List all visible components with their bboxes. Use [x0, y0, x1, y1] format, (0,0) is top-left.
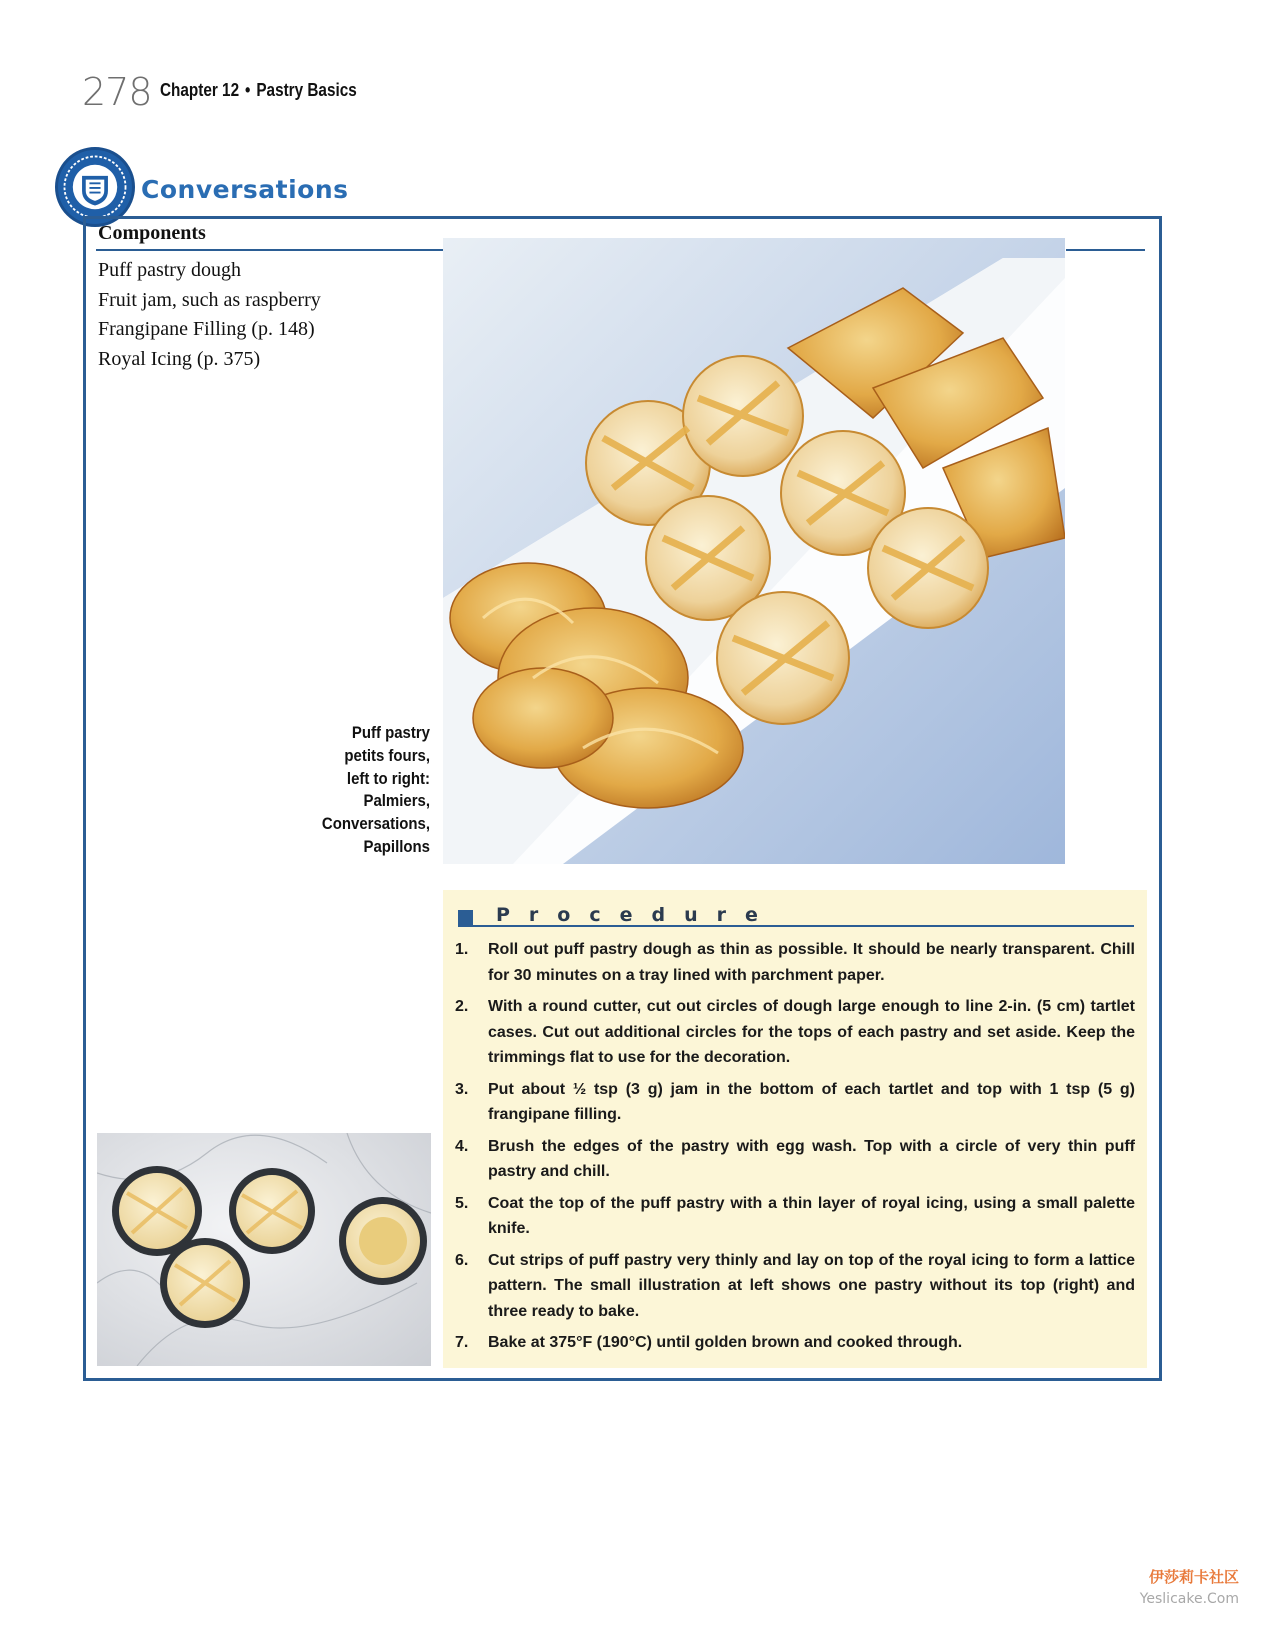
step-text: Cut strips of puff pastry very thinly and lay on top of the royal icing to form a lattice pattern. The small illustration at left shows one pastry without its top (right) and three ready to bake. — [488, 1251, 1135, 1320]
site-watermark — [1140, 1566, 1239, 1607]
chapter-label: Chapter 12 — [160, 80, 240, 100]
section-label: Pastry Basics — [256, 80, 357, 100]
procedure-title: Procedure — [496, 904, 777, 926]
watermark-chinese: 伊莎莉卡社区 — [1148, 1568, 1239, 1586]
step-number: 7. — [455, 1334, 469, 1351]
header-separator: • — [245, 80, 251, 100]
petits-fours-photo — [443, 238, 1065, 864]
procedure-steps — [455, 937, 1135, 1362]
procedure-step — [455, 1330, 1135, 1356]
tartlet-illustration-photo — [97, 1133, 431, 1366]
photo-caption — [290, 722, 430, 859]
step-number: 4. — [455, 1137, 469, 1155]
caption-line: left to right: — [346, 768, 430, 788]
step-text: With a round cutter, cut out circles of dough large enough to line 2-in. (5 cm) tartlet cases. Cut out additional circles for the tops of each pastry and set aside. Keep the trimmings flat to use for the decoration. — [488, 998, 1135, 1066]
page-number: 278 — [82, 70, 152, 114]
procedure-step — [455, 937, 1135, 988]
step-number: 2. — [455, 998, 469, 1015]
step-text: Coat the top of the puff pastry with a thin layer of royal icing, using a small palette knife. — [488, 1194, 1135, 1237]
component-item: Fruit jam, such as raspberry — [98, 288, 321, 311]
caption-line: petits fours, — [344, 745, 430, 765]
school-seal-icon — [55, 147, 135, 227]
step-number: 6. — [455, 1251, 469, 1269]
procedure-step — [455, 1134, 1135, 1185]
step-number: 3. — [455, 1080, 469, 1098]
watermark-site: Yeslicake.Com — [1139, 1591, 1239, 1607]
caption-line: Palmiers, — [363, 791, 430, 811]
procedure-header — [458, 905, 1134, 927]
components-list — [98, 256, 321, 374]
procedure-step — [455, 994, 1135, 1071]
caption-line: Puff pastry — [351, 723, 430, 742]
step-number: 5. — [455, 1194, 469, 1212]
caption-line: Conversations, — [321, 814, 430, 834]
step-number: 1. — [455, 941, 469, 958]
recipe-title: Conversations — [141, 175, 349, 204]
components-heading: Components — [98, 222, 206, 244]
procedure-step — [455, 1191, 1135, 1242]
heading-rule-left — [96, 249, 444, 251]
running-header — [160, 80, 357, 101]
step-text: Bake at 375°F (190°C) until golden brown and cooked through. — [488, 1334, 963, 1351]
procedure-panel — [443, 890, 1147, 1368]
component-item: Puff pastry dough — [98, 259, 241, 281]
step-text: Put about ½ tsp (3 g) jam in the bottom of each tartlet and top with 1 tsp (5 g) frangipane filling. — [488, 1080, 1135, 1123]
component-item: Frangipane Filling (p. 148) — [98, 318, 315, 340]
procedure-step — [455, 1077, 1135, 1128]
step-text: Brush the edges of the pastry with egg wash. Top with a circle of very thin puff pastry and chill. — [488, 1137, 1135, 1180]
component-item: Royal Icing (p. 375) — [98, 347, 261, 370]
square-bullet-icon — [458, 910, 473, 925]
step-text: Roll out puff pastry dough as thin as possible. It should be nearly transparent. Chill for 30 minutes on a tray lined with parchment paper. — [488, 941, 1135, 984]
procedure-step — [455, 1248, 1135, 1325]
heading-rule-right — [1066, 249, 1145, 251]
caption-line: Papillons — [363, 836, 430, 856]
